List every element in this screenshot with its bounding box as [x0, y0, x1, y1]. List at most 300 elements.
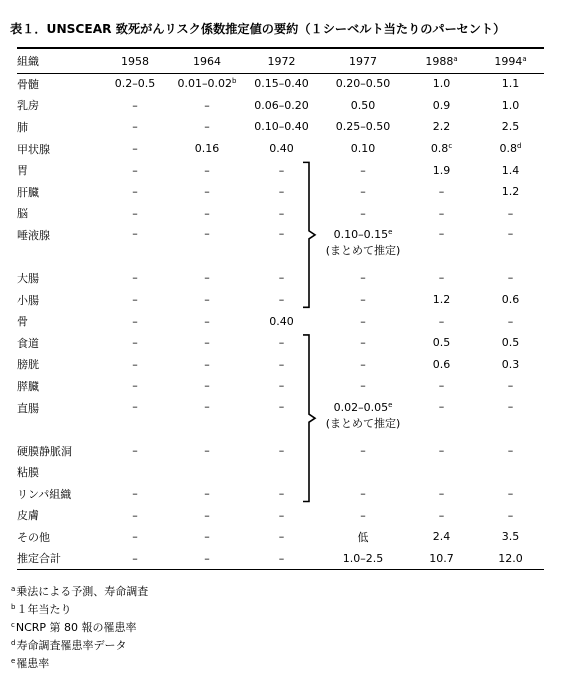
value-cell [320, 483, 406, 505]
value-cell [406, 375, 477, 397]
tissue-label: 骨髄 [17, 77, 39, 91]
cell-value: – [278, 206, 285, 220]
table-row [17, 375, 544, 397]
table-row [17, 332, 544, 354]
value-cell [243, 181, 320, 203]
cell-value: – [132, 314, 138, 328]
value-cell [320, 548, 406, 570]
table-row [17, 224, 544, 267]
cell-value: – [204, 487, 210, 501]
cell-value: – [507, 399, 514, 413]
value-cell [320, 73, 406, 95]
value-cell [477, 95, 544, 117]
cell-value: – [204, 379, 210, 393]
cell-value: 0.10 [350, 142, 376, 156]
cell-value: – [278, 271, 285, 285]
cell-value: – [278, 293, 285, 307]
footnote [11, 583, 148, 599]
cell-value: 0.10–0.40 [254, 120, 309, 134]
value-cell [99, 526, 171, 548]
table-row [17, 505, 544, 527]
cell-value: 12.0 [498, 551, 523, 565]
value-cell [320, 159, 406, 181]
value-cell [320, 526, 406, 548]
cell-value: – [438, 271, 445, 285]
column-header: 1958 [121, 54, 149, 68]
cell-value: – [507, 487, 514, 501]
column-header: 1994$^a$ [494, 54, 527, 68]
table-row [17, 181, 544, 203]
table-row [17, 354, 544, 376]
cell-value: 0.01–0.02 [177, 77, 233, 91]
tissue-label: 骨 [17, 315, 28, 329]
value-cell [171, 505, 243, 527]
table-row [17, 138, 544, 160]
value-cell [406, 224, 477, 267]
tissue-label: 乳房 [17, 99, 39, 113]
cell-value: – [507, 314, 514, 328]
tissue-label: 推定合計 [17, 552, 61, 566]
cell-value: – [278, 336, 285, 350]
value-cell [243, 375, 320, 397]
cell-value: 1.0 [432, 77, 451, 91]
value-cell [320, 310, 406, 332]
value-cell [99, 181, 171, 203]
cell-value: – [204, 185, 210, 199]
cell-value: – [204, 357, 210, 371]
cell-value: – [438, 444, 445, 458]
value-cell [171, 73, 243, 95]
value-cell [171, 461, 243, 483]
bottom-rule [17, 569, 544, 570]
cell-value: – [204, 293, 210, 307]
cell-value: 0.9 [432, 98, 451, 112]
value-cell [99, 95, 171, 117]
value-cell [320, 440, 406, 462]
cell-value: – [278, 444, 285, 458]
cell-value: – [204, 271, 210, 285]
cell-value: – [360, 444, 366, 458]
cell-value: – [507, 227, 514, 241]
cell-value: – [278, 487, 285, 501]
value-cell [477, 461, 544, 483]
cell-value: – [438, 227, 445, 241]
cell-value: – [204, 120, 210, 134]
column-header: 組織 [17, 55, 39, 68]
value-cell [171, 181, 243, 203]
value-cell [171, 267, 243, 289]
footnote-text: １年当たり [16, 603, 72, 616]
value-cell [320, 461, 406, 483]
cell-value: – [204, 314, 210, 328]
value-cell [171, 289, 243, 311]
value-cell [243, 397, 320, 440]
value-cell [171, 397, 243, 440]
cell-value: – [132, 271, 138, 285]
value-cell [320, 224, 406, 267]
cell-value: 1.9 [432, 163, 451, 177]
cell-value: – [360, 336, 366, 350]
footnote [11, 619, 137, 635]
value-cell [171, 116, 243, 138]
tissue-label: 硬膜静脈洞 [17, 444, 72, 458]
cell-value: – [204, 508, 210, 522]
value-cell [477, 116, 544, 138]
table-row [17, 440, 544, 462]
cell-value: 10.7 [429, 551, 454, 565]
cell-value: 0.6 [432, 357, 451, 371]
value-cell [99, 224, 171, 267]
cell-value: – [132, 399, 138, 413]
tissue-label: 肝臓 [17, 185, 39, 199]
table-row [17, 483, 544, 505]
value-cell [171, 375, 243, 397]
value-cell [99, 354, 171, 376]
cell-value: – [438, 487, 445, 501]
cell-value: 1.2 [501, 185, 520, 199]
value-cell [171, 224, 243, 267]
cell-value: – [278, 551, 285, 565]
table-row [17, 526, 544, 548]
footnote-mark: d [11, 639, 16, 647]
cell-value: – [360, 206, 366, 220]
cell-value: – [278, 530, 285, 544]
cell-value: – [438, 508, 445, 522]
cell-value: 0.8 [499, 142, 518, 156]
value-cell [320, 375, 406, 397]
cell-value: – [360, 271, 366, 285]
value-cell [406, 526, 477, 548]
value-cell [320, 116, 406, 138]
cell-value: 0.40 [269, 314, 294, 328]
cell-value: – [438, 399, 445, 413]
value-cell [477, 548, 544, 570]
cell-value: – [438, 185, 445, 199]
value-cell [406, 354, 477, 376]
value-cell [99, 73, 171, 95]
value-cell [477, 203, 544, 225]
value-cell [320, 267, 406, 289]
tissue-label: 肺 [17, 120, 28, 134]
value-cell [477, 483, 544, 505]
value-cell [406, 289, 477, 311]
cell-note: (まとめて推定) [325, 244, 401, 258]
cell-value: 0.02–0.05 [333, 400, 389, 414]
footnote-mark: b [11, 603, 16, 611]
cell-value: – [132, 551, 138, 565]
cell-value: 0.16 [194, 142, 220, 156]
tissue-label: 皮膚 [17, 509, 39, 523]
cell-value: – [438, 314, 445, 328]
value-cell [171, 548, 243, 570]
value-cell [406, 505, 477, 527]
value-cell [406, 95, 477, 117]
footnote-marker: e [388, 228, 393, 237]
cell-value: – [360, 379, 366, 393]
value-cell [320, 95, 406, 117]
value-cell [99, 375, 171, 397]
value-cell [406, 310, 477, 332]
cell-value: – [360, 487, 366, 501]
footnote-mark: a [11, 585, 16, 593]
cell-value: 0.40 [269, 142, 294, 156]
cell-value: – [204, 227, 210, 241]
cell-value: – [507, 206, 514, 220]
value-cell [99, 159, 171, 181]
value-cell [320, 397, 406, 440]
cell-value: – [132, 336, 138, 350]
cell-value: – [278, 508, 285, 522]
cell-value: – [278, 185, 285, 199]
cell-value: – [507, 271, 514, 285]
cell-value: 0.5 [432, 336, 451, 350]
tissue-label: リンパ組織 [17, 487, 72, 501]
footnote-marker: b [232, 77, 237, 86]
value-cell [171, 159, 243, 181]
cell-value: 低 [357, 530, 369, 544]
cell-value: 1.4 [501, 163, 520, 177]
cell-value: 0.15–0.40 [254, 77, 309, 91]
value-cell [477, 159, 544, 181]
cell-value: – [507, 379, 514, 393]
value-cell [477, 267, 544, 289]
value-cell [99, 289, 171, 311]
value-cell [320, 181, 406, 203]
value-cell [477, 181, 544, 203]
value-cell [477, 526, 544, 548]
cell-value: – [204, 336, 210, 350]
cell-value: – [132, 508, 138, 522]
column-header: 1977 [349, 54, 377, 68]
value-cell [477, 73, 544, 95]
cell-value: – [278, 357, 285, 371]
footnote-marker: e [388, 400, 393, 409]
value-cell [171, 203, 243, 225]
cell-value: – [438, 379, 445, 393]
value-cell [243, 289, 320, 311]
value-cell [406, 440, 477, 462]
value-cell [243, 505, 320, 527]
cell-value: – [204, 98, 210, 112]
cell-value: – [132, 120, 138, 134]
cell-value: 0.6 [501, 293, 520, 307]
table-row [17, 116, 544, 138]
value-cell [171, 483, 243, 505]
footnote-mark: e [11, 657, 16, 665]
tissue-label: 膵臓 [17, 379, 39, 393]
table-row [17, 159, 544, 181]
cell-value: 0.20–0.50 [335, 77, 391, 91]
cell-value: 0.10–0.15 [333, 228, 389, 242]
value-cell [406, 483, 477, 505]
value-cell [99, 138, 171, 160]
cell-value: – [204, 530, 210, 544]
value-cell [171, 138, 243, 160]
cell-value: – [278, 379, 285, 393]
table-row [17, 548, 544, 570]
cell-value: 2.5 [501, 120, 520, 134]
value-cell [406, 267, 477, 289]
value-cell [243, 267, 320, 289]
tissue-label: 粘膜 [17, 466, 39, 480]
value-cell [99, 267, 171, 289]
cell-value: 1.2 [432, 293, 451, 307]
value-cell [243, 95, 320, 117]
cell-value: – [132, 185, 138, 199]
cell-value: – [360, 357, 366, 371]
value-cell [477, 375, 544, 397]
value-cell [99, 203, 171, 225]
value-cell [243, 440, 320, 462]
cell-value: – [360, 185, 366, 199]
cell-value: – [132, 357, 138, 371]
value-cell [477, 138, 544, 160]
table-row [17, 310, 544, 332]
tissue-label: 胃 [17, 164, 28, 178]
cell-value: – [360, 508, 366, 522]
cell-value: 0.8 [430, 142, 449, 156]
value-cell [99, 505, 171, 527]
cell-value: 1.1 [501, 77, 520, 91]
tissue-label: 甲状腺 [17, 142, 50, 156]
value-cell [320, 138, 406, 160]
footnote-mark: c [11, 621, 15, 629]
value-cell [477, 354, 544, 376]
cell-value: 0.50 [350, 98, 376, 112]
table-title: 表１．UNSCEAR 致死がんリスク係数推定値の要約（１シーベルト当たりのパーセント） [10, 22, 506, 36]
cell-value: – [132, 206, 138, 220]
value-cell [406, 181, 477, 203]
value-cell [243, 116, 320, 138]
tissue-label: その他 [17, 530, 50, 544]
value-cell [320, 203, 406, 225]
cell-value: – [204, 206, 210, 220]
value-cell [243, 354, 320, 376]
value-cell [477, 224, 544, 267]
value-cell [406, 397, 477, 440]
value-cell [406, 548, 477, 570]
cell-value: – [360, 314, 366, 328]
value-cell [477, 397, 544, 440]
cell-value: – [360, 163, 366, 177]
tissue-label: 小腸 [17, 293, 39, 307]
value-cell [243, 332, 320, 354]
column-header: 1972 [267, 54, 296, 68]
value-cell [406, 461, 477, 483]
cell-value: – [132, 530, 138, 544]
table-row [17, 397, 544, 440]
value-cell [243, 461, 320, 483]
footnote [11, 637, 126, 653]
cell-value: – [132, 227, 138, 241]
footnote-marker: c [448, 142, 453, 151]
column-header: 1988$^a$ [425, 54, 458, 68]
table-row [17, 289, 544, 311]
tissue-label: 唾液腺 [17, 229, 50, 243]
tissue-label: 大腸 [17, 271, 39, 285]
cell-value: 2.4 [432, 530, 451, 544]
tissue-label: 直腸 [17, 401, 39, 415]
value-cell [243, 483, 320, 505]
cell-value: – [132, 293, 138, 307]
value-cell [171, 354, 243, 376]
value-cell [477, 505, 544, 527]
cell-value: – [278, 399, 285, 413]
value-cell [171, 310, 243, 332]
cell-value: – [438, 206, 445, 220]
table-row [17, 73, 544, 95]
value-cell [243, 138, 320, 160]
value-cell [320, 332, 406, 354]
risk-coefficient-table [17, 49, 544, 569]
value-cell [243, 548, 320, 570]
cell-value: – [204, 444, 210, 458]
value-cell [99, 483, 171, 505]
cell-value: – [360, 293, 366, 307]
tissue-label: 食道 [17, 336, 39, 350]
value-cell [171, 526, 243, 548]
cell-value: 1.0 [501, 98, 520, 112]
cell-value: – [132, 379, 138, 393]
value-cell [406, 138, 477, 160]
cell-value: 0.3 [501, 357, 520, 371]
cell-value: 0.25–0.50 [335, 120, 391, 134]
value-cell [320, 505, 406, 527]
cell-value: – [132, 163, 138, 177]
value-cell [243, 159, 320, 181]
cell-value: – [132, 444, 138, 458]
value-cell [406, 203, 477, 225]
value-cell [99, 310, 171, 332]
column-header: 1964 [193, 54, 221, 68]
value-cell [406, 116, 477, 138]
cell-value: 1.0–2.5 [342, 551, 384, 565]
value-cell [171, 95, 243, 117]
value-cell [243, 526, 320, 548]
cell-value: – [204, 399, 210, 413]
value-cell [171, 332, 243, 354]
value-cell [99, 397, 171, 440]
value-cell [99, 548, 171, 570]
cell-value: – [132, 98, 138, 112]
value-cell [99, 440, 171, 462]
tissue-label: 膀胱 [17, 358, 39, 372]
value-cell [406, 73, 477, 95]
cell-value: – [507, 508, 514, 522]
footnote-text: 寿命調査罹患率データ [16, 639, 127, 652]
cell-value: – [204, 551, 210, 565]
value-cell [477, 289, 544, 311]
cell-value: – [507, 444, 514, 458]
cell-value: 3.5 [501, 530, 520, 544]
table-row [17, 461, 544, 483]
tissue-label: 脳 [17, 207, 28, 221]
value-cell [320, 354, 406, 376]
cell-note: (まとめて推定) [325, 416, 401, 430]
cell-value: 2.2 [432, 120, 451, 134]
value-cell [171, 440, 243, 462]
value-cell [320, 289, 406, 311]
cell-value: 0.5 [501, 336, 520, 350]
cell-value: 0.2–0.5 [114, 77, 156, 91]
cell-value: 0.06–0.20 [254, 98, 309, 112]
footnote [11, 655, 49, 671]
table-row [17, 95, 544, 117]
cell-value: – [204, 163, 210, 177]
footnote-text: NCRP 第 80 報の罹患率 [15, 621, 137, 634]
value-cell [99, 461, 171, 483]
cell-value: – [132, 487, 138, 501]
